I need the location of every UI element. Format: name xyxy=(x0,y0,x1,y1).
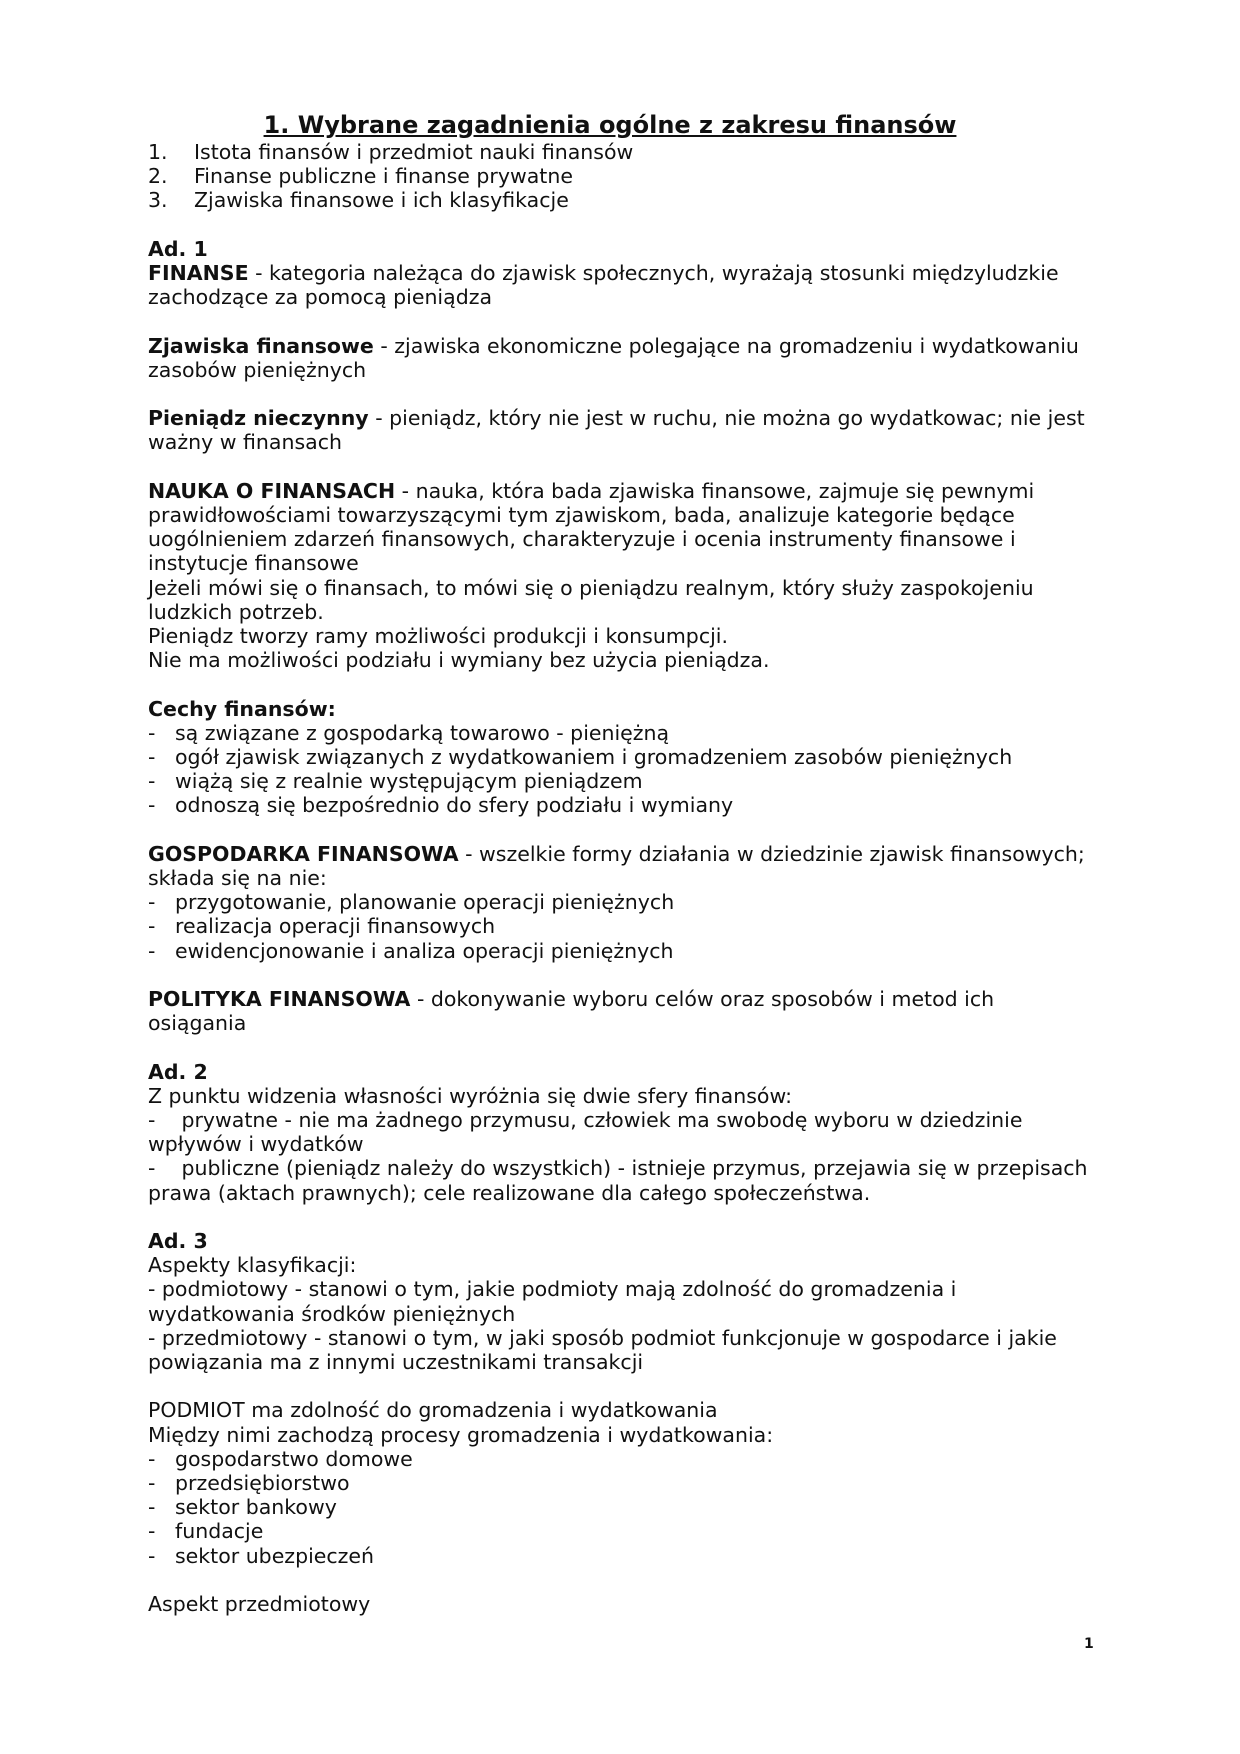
document-page xyxy=(148,110,1088,1616)
cechy-heading: Cechy finansów: xyxy=(148,696,336,721)
list-item: - gospodarstwo domowe xyxy=(148,1446,413,1471)
list-item: - fundacje xyxy=(148,1519,264,1544)
definition-zjawiska: Zjawiska finansowe - zjawiska ekonomiczne polegające na gromadzeniu i wydatkowaniu zasobów pieniężnych xyxy=(148,333,1079,382)
page-number: 1 xyxy=(1084,1636,1094,1652)
list-item: - realizacja operacji finansowych xyxy=(148,914,496,939)
toc-item: 1. Istota finansów i przedmiot nauki finansów xyxy=(148,140,634,164)
list-item: - sektor ubezpieczeń xyxy=(148,1543,375,1568)
paragraph-podzial: Nie ma możliwości podziału i wymiany bez użycia pieniądza. xyxy=(148,648,770,673)
paragraph-podmiotowy: - podmiotowy - stanowi o tym, jakie podmioty mają zdolność do gromadzenia i wydatkowania środków pieniężnych xyxy=(148,1277,957,1326)
definition-polityka: POLITYKA FINANSOWA - dokonywanie wyboru celów oraz sposobów i metod ich osiągania xyxy=(148,987,995,1036)
document-title: 1. Wybrane zagadnienia ogólne z zakresu finansów xyxy=(263,111,957,139)
list-item: - przygotowanie, planowanie operacji pieniężnych xyxy=(148,890,675,915)
list-item: - prywatne - nie ma żadnego przymusu, człowiek ma swobodę wyboru w dziedzinie wpływów i wydatków xyxy=(148,1108,1023,1157)
paragraph-miedzy: Między nimi zachodzą procesy gromadzenia i wydatkowania: xyxy=(148,1422,774,1447)
list-item: - odnoszą się bezpośrednio do sfery podziału i wymiany xyxy=(148,793,734,818)
paragraph-przedmiotowy: - przedmiotowy - stanowi o tym, w jaki sposób podmiot funkcjonuje w gospodarce i jakie powiązania ma z innymi uczestnikami transakcji xyxy=(148,1325,1057,1375)
list-item: - przedsiębiorstwo xyxy=(148,1471,350,1496)
section-heading-ad2: Ad. 2 xyxy=(148,1059,208,1084)
paragraph-aspekt-przedmiotowy: Aspekt przedmiotowy xyxy=(148,1592,371,1617)
gospodarka-list xyxy=(148,890,1088,963)
paragraph-sfery: Z punktu widzenia własności wyróżnia się dwie sfery finansów: xyxy=(148,1083,792,1108)
definition-gospodarka: GOSPODARKA FINANSOWA - wszelkie formy działania w dziedzinie zjawisk finansowych; składa się na nie: xyxy=(148,841,1085,890)
list-item: - ogół zjawisk związanych z wydatkowaniem i gromadzeniem zasobów pieniężnych xyxy=(148,745,1013,769)
list-item: - ewidencjonowanie i analiza operacji pieniężnych xyxy=(148,938,674,963)
list-item: - są związane z gospodarką towarowo - pieniężną xyxy=(148,720,670,745)
list-item: - sektor bankowy xyxy=(148,1495,337,1520)
paragraph-aspekty: Aspekty klasyfikacji: xyxy=(148,1253,357,1278)
section-heading-ad3: Ad. 3 xyxy=(148,1229,208,1253)
definition-nauka: NAUKA O FINANSACH - nauka, która bada zjawiska finansowe, zajmuje się pewnymi prawidłowościami towarzyszącymi tym zjawiskom, bada, analizuje kategorie będące uogólnieniem zdarzeń finansowych, charakteryzuje i ocenia instrumenty finansowe i instytucje finansowe xyxy=(148,478,1035,576)
podmioty-list xyxy=(148,1447,1088,1568)
toc-list xyxy=(148,140,1088,213)
paragraph-podmiot: PODMIOT ma zdolność do gromadzenia i wydatkowania xyxy=(148,1398,718,1423)
definition-pieniadz: Pieniądz nieczynny - pieniądz, który nie jest w ruchu, nie można go wydatkowac; nie jest ważny w finansach xyxy=(148,406,1085,455)
list-item: - wiążą się z realnie występującym pieniądzem xyxy=(148,769,643,794)
paragraph-ramy: Pieniądz tworzy ramy możliwości produkcji i konsumpcji. xyxy=(148,624,728,648)
paragraph-realny: Jeżeli mówi się o finansach, to mówi się o pieniądzu realnym, który służy zaspokojeniu ludzkich potrzeb. xyxy=(148,575,1034,624)
cechy-list xyxy=(148,721,1088,818)
toc-item: 2. Finanse publiczne i finanse prywatne xyxy=(148,164,573,189)
section-heading-ad1: Ad. 1 xyxy=(148,236,208,261)
list-item: - publiczne (pieniądz należy do wszystkich) - istnieje przymus, przejawia się w przepisach prawa (aktach prawnych); cele realizowane dla całego społeczeństwa. xyxy=(148,1156,1088,1205)
toc-item: 3. Zjawiska finansowe i ich klasyfikacje xyxy=(148,188,569,213)
definition-finanse: FINANSE - kategoria należąca do zjawisk społecznych, wyrażają stosunki międzyludzkie zachodzące za pomocą pieniądza xyxy=(148,261,1059,310)
